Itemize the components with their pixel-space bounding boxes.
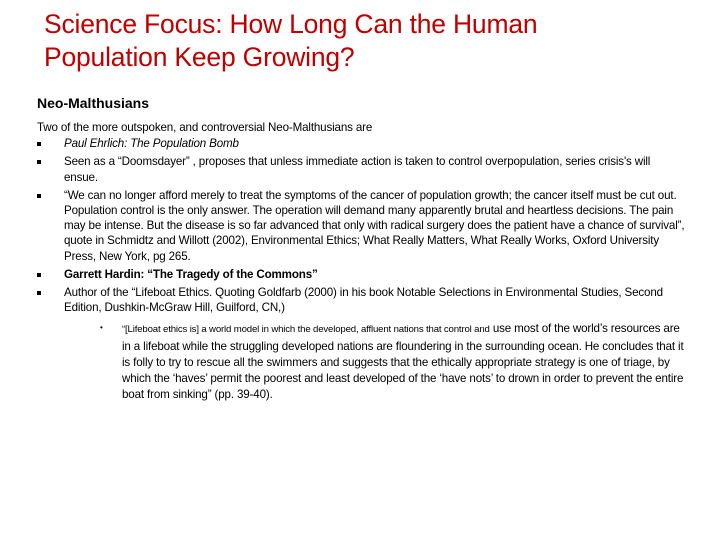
list-item	[37, 267, 687, 282]
list-item	[37, 188, 687, 264]
title-line-1: Science Focus: How Long Can the Human	[44, 9, 538, 39]
list-item-text: Paul Ehrlich: The Population Bomb	[64, 137, 239, 151]
section-heading: Neo-Malthusians	[37, 95, 150, 111]
body-text	[37, 120, 687, 406]
square-bullet-icon	[37, 194, 41, 198]
square-bullet-icon	[37, 142, 41, 146]
title-line-2: Population Keep Growing?	[44, 42, 355, 72]
list-item	[37, 154, 687, 184]
list-item	[37, 136, 687, 151]
sub-list-item	[64, 321, 687, 403]
quote-lead-text: “[Lifeboat ethics is] a world model in which the developed, affluent nations that control and	[122, 324, 490, 336]
list-item-text: Garrett Hardin: “The Tragedy of the Commons”	[64, 267, 318, 281]
list-item	[37, 285, 687, 403]
list-item-text: “We can no longer afford merely to treat the symptoms of the cancer of population growth; the cancer itself must be cut out. Population control is the only answer. The operation will demand many apparently brutal and heartless decisions. The pain may be intense. But the disease is so far advanced that only with radical surgery does the patient have a chance of survival”, quote in Schmidtz and Willott (2002), Environmental Ethics; What Really Matters, What Really Works, Oxford University Press, New York, pg 265.	[64, 188, 685, 263]
square-bullet-icon	[37, 291, 41, 295]
slide-title	[44, 8, 684, 74]
intro-text: Two of the more outspoken, and controversial Neo-Malthusians are	[37, 121, 373, 134]
list-item-text: Author of the “Lifeboat Ethics. Quoting Goldfarb (2000) in his book Notable Selections in Environmental Studies, Second Edition, Dushkin-McGraw Hill, Guilford, CN,)	[64, 286, 663, 315]
list-item-text: Seen as a “Doomsdayer” , proposes that unless immediate action is taken to control overpopulation, series crisis's will ensue.	[64, 155, 651, 184]
bullet-list	[37, 136, 687, 403]
quote-text: use most of the world’s resources are in a lifeboat while the struggling developed nations are floundering in the surrounding ocean. He concludes that it is folly to try to rescue all the swimmers and suggests that the ethically appropriate strategy is one of triage, by which the ‘haves’ permit the poorest and least developed of the ‘have nots’ to drown in order to prevent the entire boat from sinking” (pp. 39-40).	[122, 322, 684, 402]
square-bullet-icon	[37, 160, 41, 164]
round-bullet-icon: •	[100, 323, 103, 333]
square-bullet-icon	[37, 273, 41, 277]
